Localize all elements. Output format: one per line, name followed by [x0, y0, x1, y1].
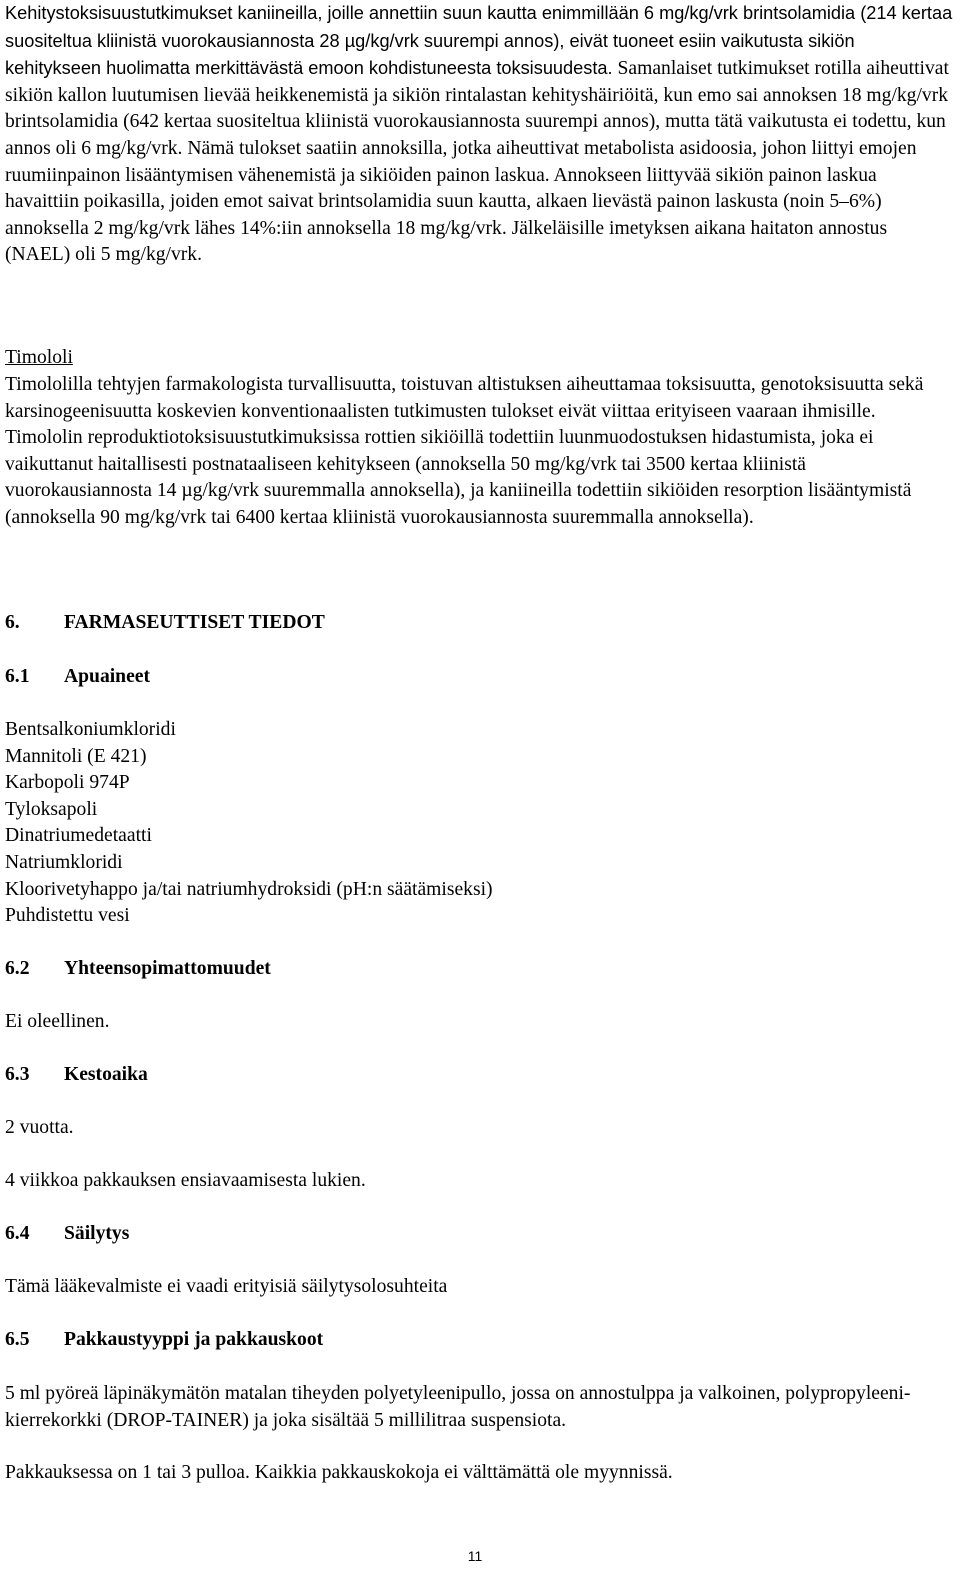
- section-title: Apuaineet: [64, 666, 151, 687]
- intro-paragraph: [5, 0, 953, 269]
- section-6-2-heading: [5, 956, 271, 983]
- excipient-item: Bentsalkoniumkloridi: [5, 719, 176, 740]
- page-number: 11: [467, 1548, 483, 1564]
- section-number: 6.1: [5, 666, 30, 687]
- section-number: 6.5: [5, 1329, 30, 1350]
- section-title: FARMASEUTTISET TIEDOT: [64, 612, 325, 633]
- excipient-item: Mannitoli (E 421): [5, 745, 147, 767]
- timololi-heading: Timololi: [5, 347, 73, 368]
- section-number: 6.: [5, 612, 20, 633]
- section-6-5-heading: [5, 1327, 323, 1354]
- section-6-2-text: Ei oleellinen.: [5, 1011, 110, 1032]
- section-6-3-text-2: 4 viikkoa pakkauksen ensiavaamisesta lukien.: [5, 1170, 366, 1191]
- section-number: 6.2: [5, 958, 30, 979]
- excipient-item: Karbopoli 974P: [5, 772, 130, 794]
- section-6-3-heading: [5, 1062, 148, 1089]
- timololi-paragraph: Timololilla tehtyjen farmakologista turvallisuutta, toistuvan altistuksen aiheuttamaa toksisuutta, genotoksisuutta sekä karsinogeenisuutta koskevien konventionaalisten tutkimusten tulokset eivät viittaa erityiseen vaaraan ihmisille. Timololin reproduktiotoksisuustutkimuksissa rottien sikiöillä todettiin luunmuodostuksen hidastumista, joka ei vaikuttanut haitallisesti postnataaliseen kehitykseen (annoksella 50 mg/kg/vrk tai 3500 kertaa kliinistä vuorokausiannosta 14 µg/kg/vrk suuremmalla annoksella), ja kaniineilla todettiin sikiöiden resorption lisääntymistä (annoksella 90 mg/kg/vrk tai 6400 kertaa kliinistä vuorokausiannosta suuremmalla annoksella).: [5, 374, 924, 528]
- section-title: Yhteensopimattomuudet: [64, 958, 271, 979]
- excipient-item: Puhdistettu vesi: [5, 905, 130, 927]
- excipient-item: Dinatriumedetaatti: [5, 825, 152, 847]
- section-6-4-heading: [5, 1221, 129, 1248]
- section-6-heading: [5, 610, 325, 637]
- section-title: Säilytys: [64, 1223, 130, 1244]
- section-6-1-heading: [5, 664, 150, 691]
- section-6-4-text: Tämä lääkevalmiste ei vaadi erityisiä säilytysolosuhteita: [5, 1276, 448, 1297]
- intro-serif-text: Samanlaiset tutkimukset rotilla aiheuttivat sikiön kallon luutumisen lievää heikkenemistä ja sikiön rintalastan kehityshäiriöitä, kun emo sai annoksen 18 mg/kg/vrk brintsolamidia (642 kertaa suositeltua kliinistä vuorokausiannosta suurempi annos), mutta tätä vaikutusta ei todettu, kun annos oli 6 mg/kg/vrk. Nämä tulokset saatiin annoksilla, jotka aiheuttivat metabolista asidoosia, johon liittyi emojen ruumiinpainon lisääntymisen vähenemistä ja sikiöiden painon laskua. Annokseen liittyvää sikiön painon laskua havaittiin poikasilla, joiden emot saivat brintsolamidia suun kautta, alkaen lievästä painon laskusta (noin 5–6%) annoksella 2 mg/kg/vrk lähes 14%:iin annoksella 18 mg/kg/vrk. Jälkeläisille imetyksen aikana haitaton annostus (NAEL) oli 5 mg/kg/vrk.: [5, 58, 949, 266]
- section-title: Pakkaustyyppi ja pakkauskoot: [64, 1329, 324, 1350]
- section-6-5-text-1: 5 ml pyöreä läpinäkymätön matalan tiheyden polyetyleenipullo, jossa on annostulppa ja valkoinen, polypropyleeni-kierrekorkki (DROP-TAINER) ja joka sisältää 5 millilitraa suspensiota.: [5, 1383, 911, 1431]
- section-6-5-text-2: Pakkauksessa on 1 tai 3 pulloa. Kaikkia pakkauskokoja ei välttämättä ole myynnissä.: [5, 1462, 673, 1483]
- section-6-3-text-1: 2 vuotta.: [5, 1117, 74, 1138]
- excipient-item: Tyloksapoli: [5, 798, 98, 820]
- section-title: Kestoaika: [64, 1064, 148, 1085]
- intro-sans-text: Kehitystoksisuustutkimukset kaniineilla, joille annettiin suun kautta enimmillään 6 mg/kg/vrk brintsolamidia (214 kertaa suositeltua kliinistä vuorokausiannosta 28 µg/kg/vrk suurempi annos), eivät tuoneet esiin vaikutusta sikiön kehitykseen huolimatta merkittävästä emoon kohdistuneesta toksisuudesta.: [5, 3, 953, 79]
- section-number: 6.3: [5, 1064, 30, 1085]
- excipient-item: Kloorivetyhappo ja/tai natriumhydroksidi (pH:n säätämiseksi): [5, 878, 493, 900]
- excipient-item: Natriumkloridi: [5, 851, 123, 873]
- excipient-list: [5, 717, 493, 930]
- section-number: 6.4: [5, 1223, 30, 1244]
